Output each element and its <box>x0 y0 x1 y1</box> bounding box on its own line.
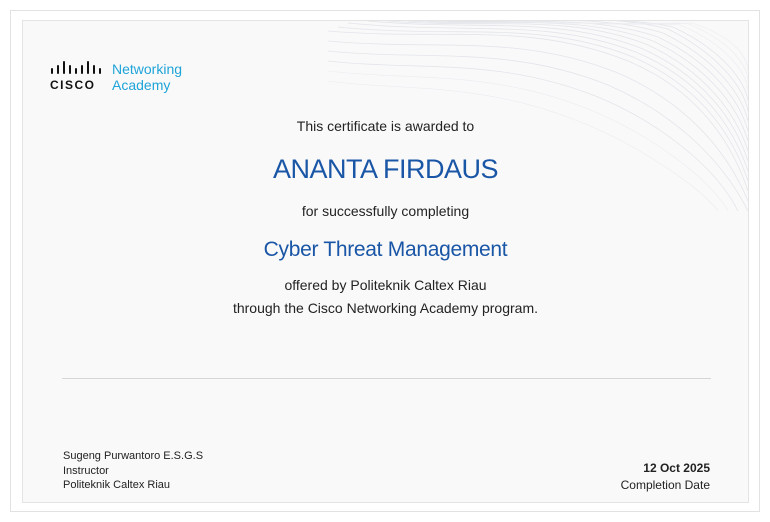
divider <box>62 378 711 379</box>
cisco-wordmark: CISCO <box>50 78 96 92</box>
instructor-institution: Politeknik Caltex Riau <box>63 479 170 491</box>
logo-line-academy: Academy <box>112 77 171 93</box>
course-title: Cyber Threat Management <box>263 238 508 261</box>
instructor-block <box>63 449 203 493</box>
completion-block <box>621 460 710 494</box>
cisco-networking-academy-logo <box>50 60 210 94</box>
networking-academy-wordmark <box>112 61 182 93</box>
awarded-to-text: This certificate is awarded to <box>296 118 475 134</box>
logo-line-networking: Networking <box>112 61 183 77</box>
instructor-role: Instructor <box>63 464 109 477</box>
instructor-name: Sugeng Purwantoro E.S.G.S <box>63 450 204 462</box>
recipient-name: ANANTA FIRDAUS <box>272 154 499 184</box>
certificate-body <box>22 20 749 503</box>
completion-date-label: Completion Date <box>620 478 710 492</box>
offered-by-text: offered by Politeknik Caltex Riau <box>284 277 487 293</box>
completing-text: for successfully completing <box>301 203 470 219</box>
program-text: through the Cisco Networking Academy program. <box>232 300 539 316</box>
completion-date: 12 Oct 2025 <box>643 461 710 475</box>
certificate <box>10 10 760 512</box>
